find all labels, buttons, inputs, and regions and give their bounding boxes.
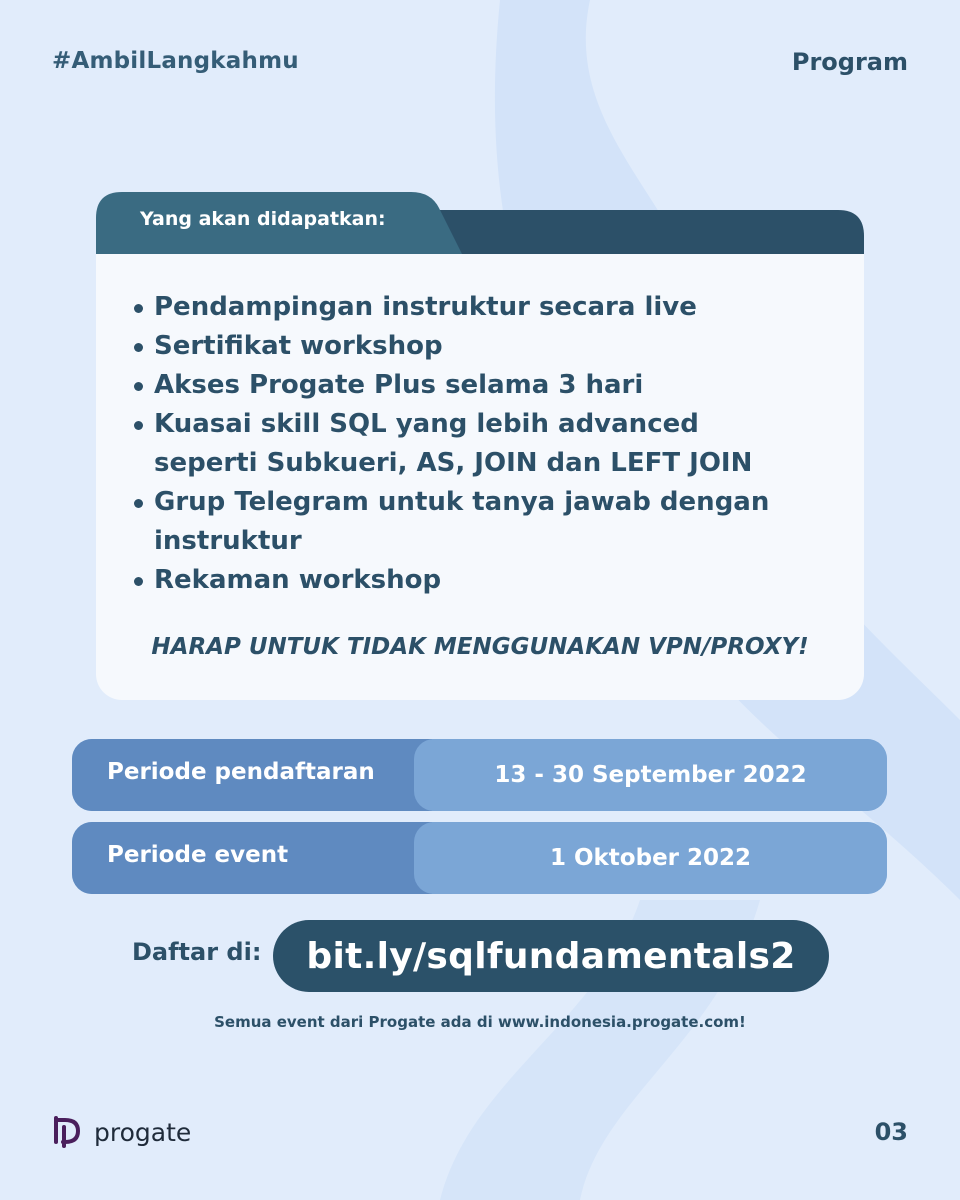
registration-period-row [72,739,887,811]
brand-name: progate [94,1117,192,1147]
footnote-text: Semua event dari Progate ada di [214,1013,498,1031]
register-label: Daftar di: [132,938,262,966]
benefit-item: Rekaman workshop [132,561,794,600]
event-period-row [72,822,887,894]
section-title: Program [791,48,908,76]
registration-period-value: 13 - 30 September 2022 [414,739,887,811]
page-number: 03 [874,1118,908,1146]
website-link[interactable]: www.indonesia.progate.com! [497,1013,746,1031]
progate-logo-icon [52,1115,82,1149]
hashtag: #AmbilLangkahmu [52,48,299,74]
event-period-value: 1 Oktober 2022 [414,822,887,894]
benefit-item: Sertifikat workshop [132,327,794,366]
registration-link-button[interactable]: bit.ly/sqlfundamentals2 [273,920,829,992]
benefit-item: Pendampingan instruktur secara live [132,288,794,327]
footnote [0,1013,960,1031]
benefit-item: Akses Progate Plus selama 3 hari [132,366,794,405]
period-label-box [72,739,432,811]
benefits-card [96,192,864,700]
registration-period-label: Periode pendaftaran [107,759,375,785]
benefit-item: Grup Telegram untuk tanya jawab dengan instruktur [132,483,794,561]
event-period-label: Periode event [107,842,289,868]
vpn-warning: HARAP UNTUK TIDAK MENGGUNAKAN VPN/PROXY! [151,634,809,660]
benefit-item: Kuasai skill SQL yang lebih advanced seperti Subkueri, AS, JOIN dan LEFT JOIN [132,405,794,483]
period-label-box [72,822,432,894]
benefits-list [132,288,794,600]
brand [52,1115,191,1149]
card-title: Yang akan didapatkan: [140,208,386,230]
